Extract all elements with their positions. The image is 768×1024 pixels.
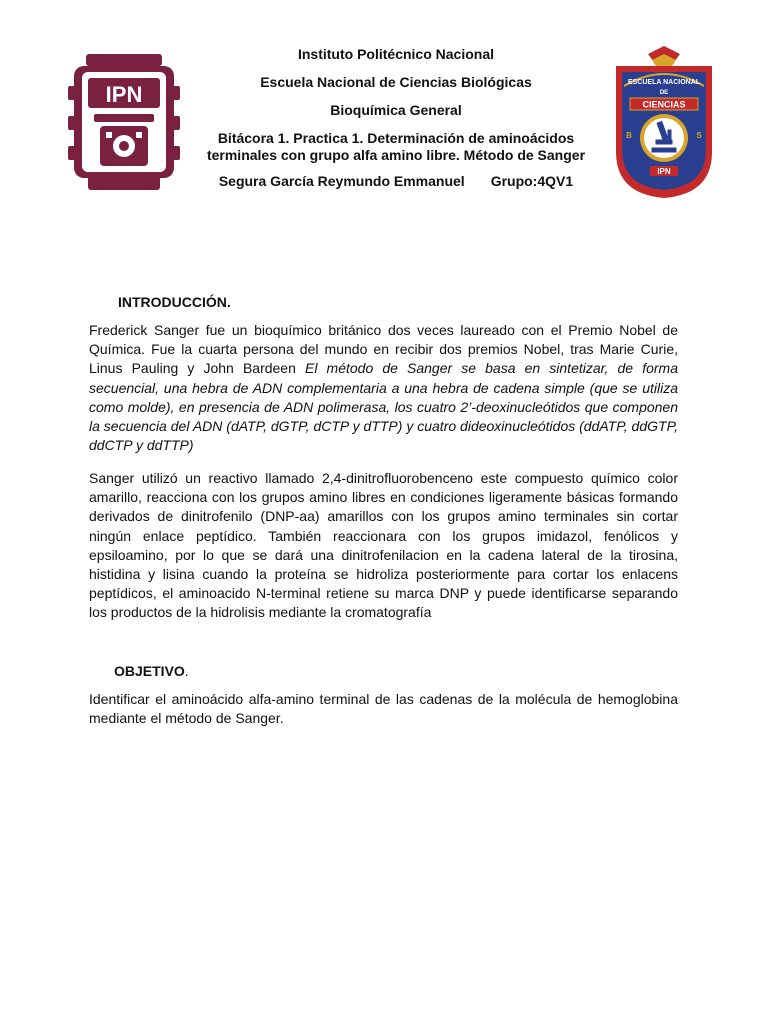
introduction-paragraph-1-italic: El método de Sanger se basa en sintetizar, de forma secuencial, una hebra de ADN complementaria a una hebra de cadena simple (que se utiliza como molde), en presencia de ADN polimerasa, los cuatro 2’-deoxinucleótidos que componen la secuencia del ADN (dATP, dGTP, dCTP y dTTP) y cuatro dideoxinucleótidos (ddATP, ddGTP, ddCTP y ddTTP) [89, 360, 678, 454]
objective-heading [114, 663, 189, 680]
objective-heading-text: OBJETIVO [114, 663, 185, 679]
author-row [190, 173, 602, 190]
svg-text:B: B [626, 131, 632, 140]
practice-title-line2: terminales con grupo alfa amino libre. Método de Sanger [206, 147, 586, 163]
ipn-logo-text: IPN [105, 82, 143, 107]
ipn-logo [66, 46, 182, 196]
course-name: Bioquímica General [330, 102, 462, 118]
encb-logo-ipn-text: IPN [657, 167, 671, 176]
institution-name: Instituto Politécnico Nacional [297, 46, 495, 62]
document-header [190, 46, 602, 201]
group-label: Grupo:4QV1 [490, 173, 574, 189]
practice-title [190, 130, 602, 164]
introduction-paragraph-1 [89, 321, 678, 455]
encb-logo-de-text: DE [659, 90, 669, 96]
practice-title-line1: Bitácora 1. Practica 1. Determinación de aminoácidos [217, 130, 575, 146]
objective-paragraph: Identificar el aminoácido alfa-amino terminal de las cadenas de la molécula de hemoglobina mediante el método de Sanger. [89, 691, 678, 727]
introduction-paragraph-2: Sanger utilizó un reactivo llamado 2,4-dinitrofluorobenceno este compuesto químico color amarillo, reacciona con los grupos amino libres en condiciones ligeramente básicas formando derivados de dinitrofenilo (DNP-aa) amarillos con los grupos amino terminales sin cortar ningún enlace peptídico. También reaccionara con los grupos imidazol, fenólicos y epsiloamino, por lo que se dará una dinitrofenilacion en la cadena lateral de la tirosina, histidina y lisina cuando la proteína se hidroliza posteriormente para cortar los enlacens peptídicos, el aminoacido N-terminal retiene su marca DNP y puede identificarse separando los productos de la hidrolisis mediante la cromatografía [89, 470, 678, 621]
encb-logo-top-text: ESCUELA NACIONAL [627, 79, 701, 86]
objective-heading-dot: . [184, 663, 189, 679]
introduction-paragraph-1-plain: Frederick Sanger fue un bioquímico británico dos veces laureado con el Premio Nobel de Química. Fue la cuarta persona del mundo en recibir dos premios Nobel, tras Marie Curie, Linus Pauling y John Bardeen [89, 322, 678, 377]
encb-logo-ciencias-text: CIENCIAS [642, 99, 686, 110]
school-name: Escuela Nacional de Ciencias Biológicas [260, 74, 532, 90]
introduction-heading: INTRODUCCIÓN. [118, 294, 231, 310]
svg-text:S: S [696, 131, 702, 140]
encb-logo [612, 44, 716, 200]
author-name: Segura García Reymundo Emmanuel [218, 173, 465, 189]
